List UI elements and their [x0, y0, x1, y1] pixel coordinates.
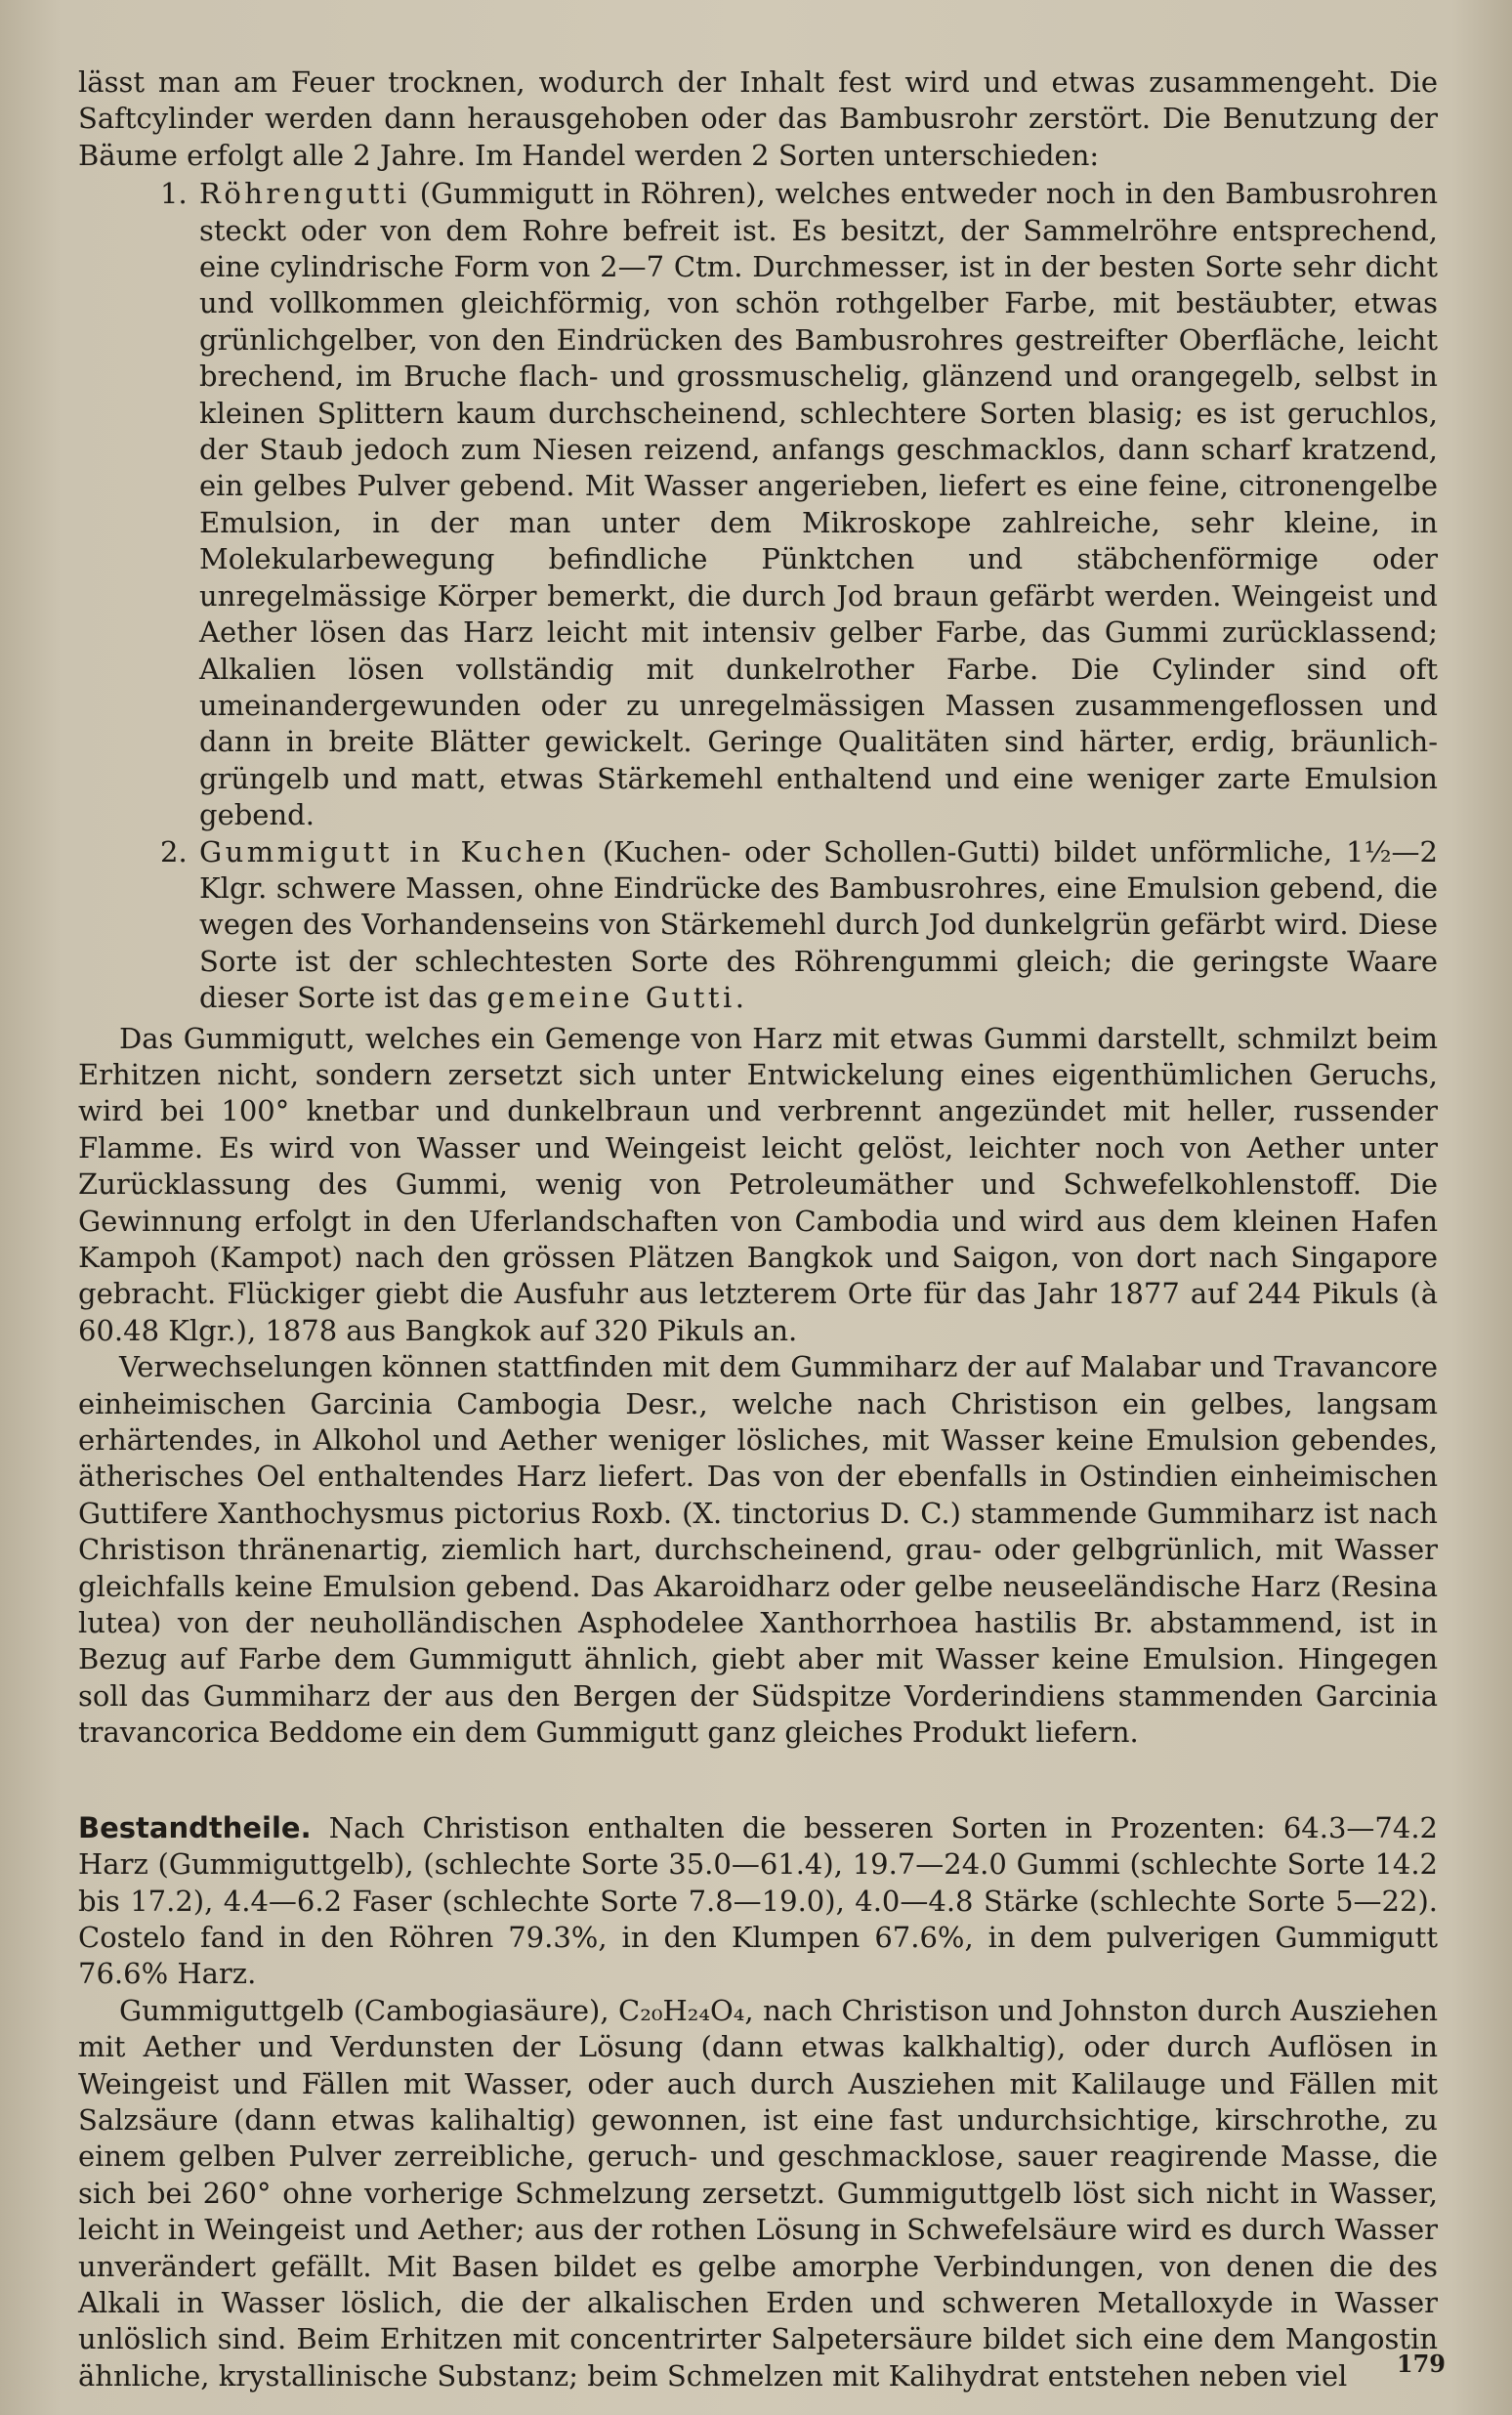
list-item-tail: gemeine Gutti.: [486, 981, 748, 1015]
list-item-title: Röhrengutti: [199, 177, 410, 211]
page-number: 179: [1396, 2350, 1446, 2378]
list-item-text: (Kuchen- oder Schollen-Gutti) bildet unförmliche, 1½—2 Klgr. schwere Massen, ohne Eindrücke des Bambusrohres, eine Emulsion gebend, die wegen des Vorhandenseins von Stärkemehl durch Jod dunkelgrün gefärbt wird. Diese Sorte ist der schlechtesten Sorte des Röhrengummi gleich; die geringste Waare dieser Sorte ist das: [199, 834, 1438, 1015]
intro-paragraph: lässt man am Feuer trocknen, wodurch der Inhalt fest wird und etwas zusammengeht. Die Saftcylinder werden dann herausgehoben oder das Bambusrohr zerstört. Die Benutzung der Bäume erfolgt alle 2 Jahre. Im Handel werden 2 Sorten unterschieden:: [78, 65, 1438, 172]
list-number: 2.: [160, 834, 188, 869]
list-item: [78, 176, 1438, 833]
page-body: [78, 64, 1438, 2394]
constituents-paragraph: [78, 1810, 1438, 1993]
list-item-text: (Gummigutt in Röhren), welches entweder noch in den Bambusrohren steckt oder von dem Rohre befreit ist. Es besitzt, der Sammelröhre entsprechend, eine cylindrische Form von 2—7 Ctm. Durchmesser, ist in der besten Sorte sehr dicht und vollkommen gleichförmig, von schön rothgelber Farbe, mit bestäubter, etwas grünlichgelber, von den Eindrücken des Bambusrohres gestreifter Oberfläche, leicht brechend, im Bruche flach- und grossmuschelig, glänzend und orangegelb, selbst in kleinen Splittern kaum durchscheinend, schlechtere Sorten blasig; es ist geruchlos, der Staub jedoch zum Niesen reizend, anfangs geschmacklos, dann scharf kratzend, ein gelbes Pulver gebend. Mit Wasser angerieben, liefert es eine feine, citronengelbe Emulsion, in der man unter dem Mikroskope zahlreiche, sehr kleine, in Molekularbewegung befindliche Pünktchen und stäbchenförmige oder unregelmässige Körper bemerkt, die durch Jod braun gefärbt werden. Weingeist und Aether lösen das Harz leicht mit intensiv gelber Farbe, das Gummi zurücklassend; Alkalien lösen vollständig mit dunkelrother Farbe. Die Cylinder sind oft umeinandergewunden oder zu unregelmässigen Massen zusammengeflossen und dann in breite Blätter gewickelt. Geringe Qualitäten sind härter, erdig, bräunlich-grüngelb und matt, etwas Stärkemehl enthaltend und eine weniger zarte Emulsion gebend.: [199, 177, 1438, 832]
section-text: Nach Christison enthalten die besseren Sorten in Prozenten: 64.3—74.2 Harz (Gummiguttgelb), (schlechte Sorte 35.0—61.4), 19.7—24.0 Gummi (schlechte Sorte 14.2 bis 17.2), 4.4—6.2 Faser (schlechte Sorte 7.8—19.0), 4.0—4.8 Stärke (schlechte Sorte 5—22). Costelo fand in den Röhren 79.3%, in den Klumpen 67.6%, in dem pulverigen Gummigutt 76.6% Harz.: [78, 1810, 1438, 1991]
list-number: 1.: [160, 177, 188, 211]
section-heading: Bestandtheile.: [78, 1810, 312, 1844]
gummiguttgelb-paragraph: Gummiguttgelb (Cambogiasäure), C₂₀H₂₄O₄, nach Christison und Johnston durch Ausziehen mit Aether und Verdunsten der Lösung (dann etwas kalkhaltig), oder durch Auflösen in Weingeist und Fällen mit Wasser, oder auch durch Ausziehen mit Kalilauge und Fällen mit Salzsäure (dann etwas kalihaltig) gewonnen, ist eine fast undurchsichtige, kirschrothe, zu einem gelben Pulver zerreibliche, geruch- und geschmacklose, sauer reagirende Masse, die sich bei 260° ohne vorherige Schmelzung zersetzt. Gummiguttgelb löst sich nicht in Wasser, leicht in Weingeist und Aether; aus der rothen Lösung in Schwefelsäure wird es durch Wasser unverändert gefällt. Mit Basen bildet es gelbe amorphe Verbindungen, von denen die des Alkali in Wasser löslich, die der alkalischen Erden und schweren Metalloxyde in Wasser unlöslich sind. Beim Erhitzen mit concentrirter Salpetersäure bildet sich eine dem Mangostin ähnliche, krystallinische Substanz; beim Schmelzen mit Kalihydrat entstehen neben viel: [78, 1993, 1438, 2393]
list-item-title: Gummigutt in Kuchen: [199, 834, 589, 869]
list-item: [78, 834, 1438, 1017]
description-paragraph: Das Gummigutt, welches ein Gemenge von Harz mit etwas Gummi darstellt, schmilzt beim Erhitzen nicht, sondern zersetzt sich unter Entwickelung eines eigenthümlichen Geruchs, wird bei 100° knetbar und dunkelbraun und verbrennt angezündet mit heller, russender Flamme. Es wird von Wasser und Weingeist leicht gelöst, leichter noch von Aether unter Zurücklassung des Gummi, wenig von Petroleumäther und Schwefelkohlenstoff. Die Gewinnung erfolgt in den Uferlandschaften von Cambodia und wird aus dem kleinen Hafen Kampoh (Kampot) nach den grössen Plätzen Bangkok und Saigon, von dort nach Singapore gebracht. Flückiger giebt die Ausfuhr aus letzterem Orte für das Jahr 1877 auf 244 Pikuls (à 60.48 Klgr.), 1878 aus Bangkok auf 320 Pikuls an.: [78, 1021, 1438, 1347]
sorts-list: [78, 176, 1438, 1016]
confusion-paragraph: Verwechselungen können stattfinden mit dem Gummiharz der auf Malabar und Travancore einheimischen Garcinia Cambogia Desr., welche nach Christison ein gelbes, langsam erhärtendes, in Alkohol und Aether weniger lösliches, mit Wasser keine Emulsion gebendes, ätherisches Oel enthaltendes Harz liefert. Das von der ebenfalls in Ostindien einheimischen Guttifere Xanthochysmus pictorius Roxb. (X. tinctorius D. C.) stammende Gummiharz ist nach Christison thränenartig, ziemlich hart, durchscheinend, grau- oder gelbgrünlich, mit Wasser gleichfalls keine Emulsion gebend. Das Akaroidharz oder gelbe neuseeländische Harz (Resina lutea) von der neuholländischen Asphodelee Xanthorrhoea hastilis Br. abstammend, ist in Bezug auf Farbe dem Gummigutt ähnlich, giebt aber mit Wasser keine Emulsion. Hingegen soll das Gummiharz der aus den Bergen der Südspitze Vorderindiens stammenden Garcinia travancorica Beddome ein dem Gummigutt ganz gleiches Produkt liefern.: [78, 1350, 1438, 1750]
